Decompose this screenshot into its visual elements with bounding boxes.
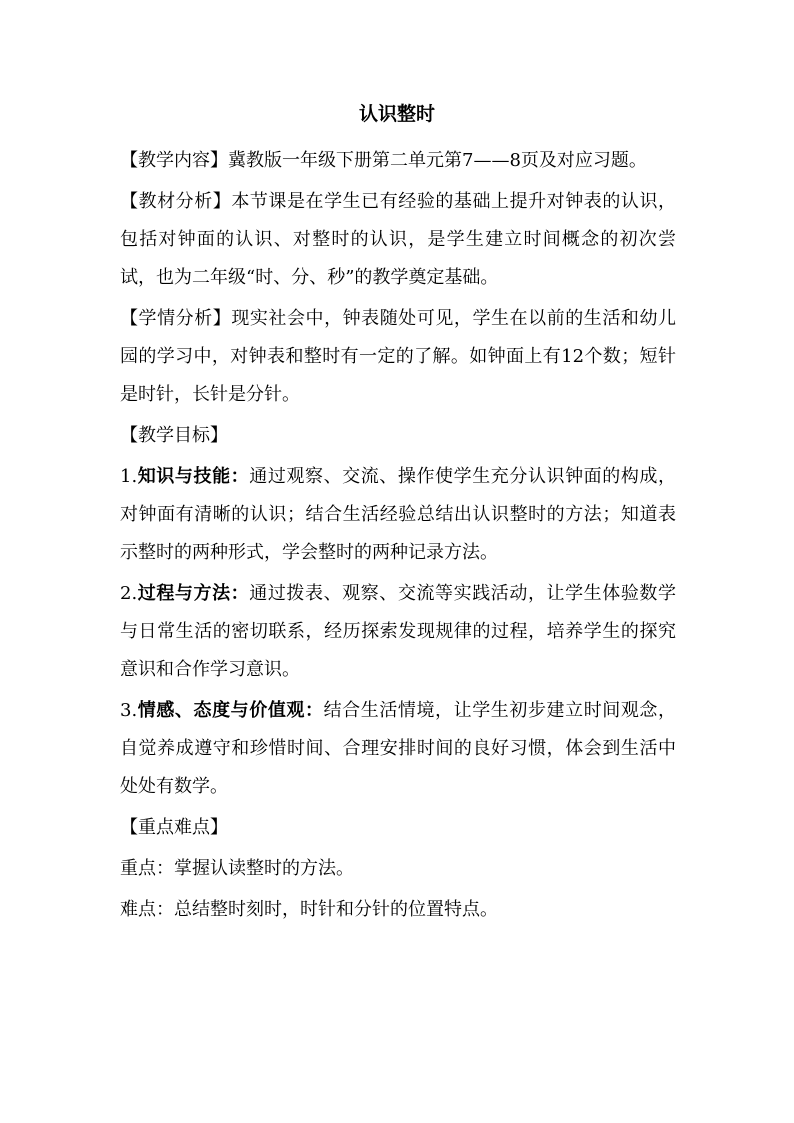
- goal-number: 3.: [120, 700, 138, 721]
- material-analysis-paragraph: [120, 183, 676, 297]
- goal-number: 1.: [120, 466, 138, 487]
- focus-point: 重点：掌握认读整时的方法。: [120, 858, 354, 879]
- teaching-content-text: 冀教版一年级下册第二单元第7——8页及对应习题。: [228, 150, 647, 171]
- goal-number: 2.: [120, 583, 138, 604]
- teaching-goals-heading: 【教学目标】: [120, 425, 228, 446]
- material-analysis-label: 【教材分析】: [120, 191, 232, 212]
- learner-analysis-paragraph: [120, 300, 676, 414]
- keypoints-heading: 【重点难点】: [120, 817, 228, 838]
- material-analysis-text: 本节课是在学生已有经验的基础上提升对钟表的认识，包括对钟面的认识、对整时的认识，是学生建立时间概念的初次尝试，也为二年级“时、分、秒”的教学奠定基础。: [120, 191, 676, 288]
- goal-text: 通过观察、交流、操作使学生充分认识钟面的构成，对钟面有清晰的认识；结合生活经验总结出认识整时的方法；知道表示整时的两种形式，学会整时的两种记录方法。: [120, 466, 677, 563]
- teaching-content-paragraph: [120, 142, 676, 180]
- learner-analysis-text: 现实社会中，钟表随处可见，学生在以前的生活和幼儿园的学习中，对钟表和整时有一定的了解。如钟面上有12个数；短针是时针，长针是分针。: [120, 308, 676, 405]
- goal-label: 知识与技能：: [137, 466, 250, 487]
- goal-item-knowledge: [120, 458, 676, 572]
- document-body: [120, 142, 676, 932]
- goal-label: 过程与方法：: [137, 583, 250, 604]
- goal-label: 情感、态度与价值观：: [137, 700, 324, 721]
- goal-text: 通过拨表、观察、交流等实践活动，让学生体验数学与日常生活的密切联系，经历探索发现规律的过程，培养学生的探究意识和合作学习意识。: [120, 583, 677, 680]
- goal-item-process: [120, 575, 676, 689]
- page-title: 认识整时: [358, 103, 435, 125]
- goal-text: 结合生活情境，让学生初步建立时间观念，自觉养成遵守和珍惜时间、合理安排时间的良好习惯，体会到生活中处处有数学。: [120, 700, 677, 797]
- goal-item-attitude: [120, 692, 676, 806]
- learner-analysis-label: 【学情分析】: [120, 308, 232, 329]
- teaching-content-label: 【教学内容】: [120, 150, 228, 171]
- difficulty-point: 难点：总结整时刻时，时针和分针的位置特点。: [120, 899, 498, 920]
